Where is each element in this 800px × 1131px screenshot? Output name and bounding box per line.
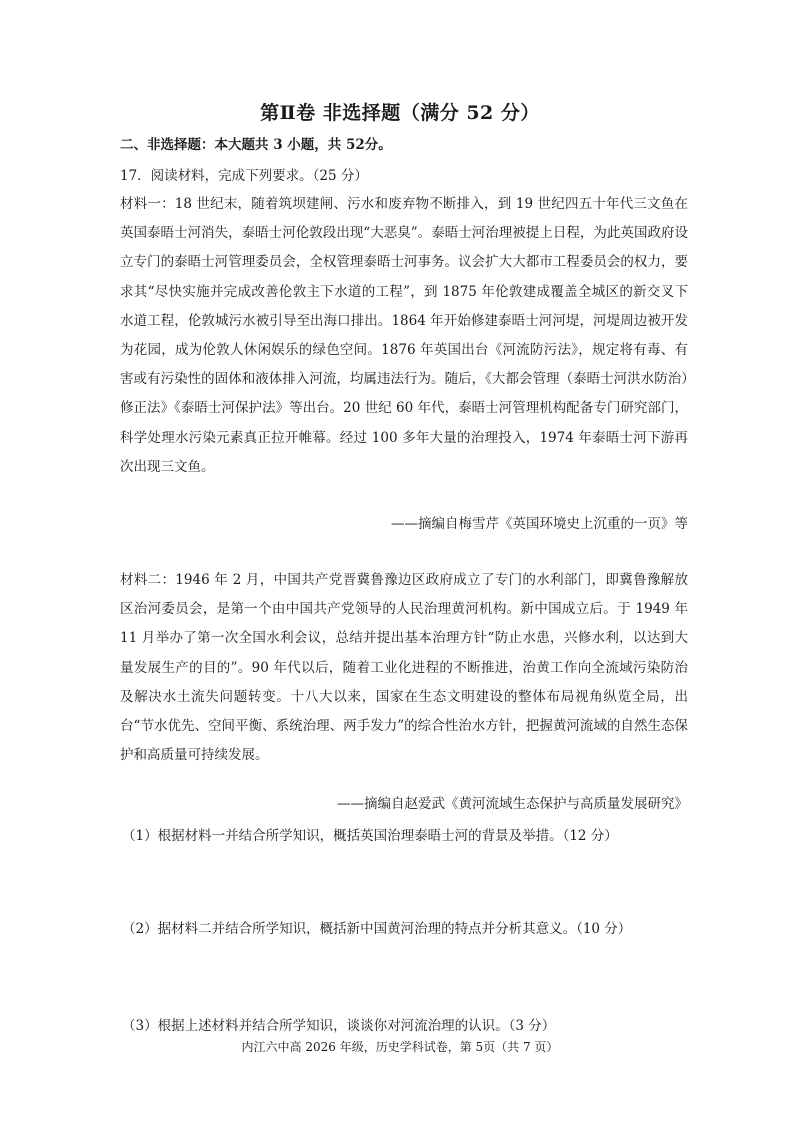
material-1-source: ——摘编自梅雪芹《英国环境史上沉重的一页》等 [391,516,688,532]
material-1-text: 材料一：18 世纪末，随着筑坝建闸、污水和废弃物不断排入，到 19 世纪四五十年代三文鱼在英国泰晤士河消失，泰晤士河伦敦段出现“大恶臭”。泰晤士河治理被提上日程，为此英国政府设立专门的泰晤士河管理委员会，全权管理泰晤士河事务。议会扩大大都市工程委员会的权力，要求其“尽快实施并完成改善伦敦主下水道的工程”，到 1875 年伦敦建成覆盖全城区的新交叉下水道工程，伦敦城污水被引导至出海口排出。1864 年开始修建泰晤士河河堤，河堤周边被开发为花园，成为伦敦人休闲娱乐的绿色空间。1876 年英国出台《河流防污法》，规定将有毒、有害或有污染性的固体和液体排入河流，均属违法行为。随后，《大都会管理（泰晤士河洪水防治）修正法》《泰晤士河保护法》等出台。20 世纪 60 年代，泰晤士河管理机构配备专门研究部门，科学处理水污染元素真正拉开帷幕。经过 100 多年大量的治理投入，1974 年泰晤士河下游再次出现三文鱼。 [120,196,688,475]
page-title: 第Ⅱ卷 非选择题（满分 52 分） [260,102,540,124]
sub-question-1: （1）根据材料一并结合所学知识，概括英国治理泰晤士河的背景及举措。（12 分） [122,828,618,844]
material-2-text: 材料二：1946 年 2 月，中国共产党晋冀鲁豫边区政府成立了专门的水利部门，即冀鲁豫解放区治河委员会，是第一个由中国共产党领导的人民治理黄河机构。新中国成立后。于 1949 年 11 月举办了第一次全国水利会议，总结并提出基本治理方针“防止水患，兴修水利，以达到大量发展生产的目的”。90 年代以后，随着工业化进程的不断推进，治黄工作向全流域污染防治及解决水土流失问题转变。十八大以来，国家在生态文明建设的整体布局视角纵览全局，出台“节水优先、空间平衡、系统治理、两手发力”的综合性治水方针，把握黄河流域的自然生态保护和高质量可持续发展。 [120,572,688,764]
section-heading: 二、非选择题：本大题共 3 小题，共 52分。 [120,137,392,153]
question-17-intro: 17．阅读材料，完成下列要求。（25 分） [120,168,368,184]
sub-question-3: （3）根据上述材料并结合所学知识，谈谈你对河流治理的认识。（3 分） [122,1018,556,1034]
page-footer: 内江六中高 2026 年级，历史学科试卷，第 5页（共 7 页） [241,1040,559,1054]
material-2-source: ——摘编自赵爱武《黄河流域生态保护与高质量发展研究》 [337,796,688,812]
sub-question-2: （2）据材料二并结合所学知识，概括新中国黄河治理的特点并分析其意义。（10 分） [122,921,632,937]
